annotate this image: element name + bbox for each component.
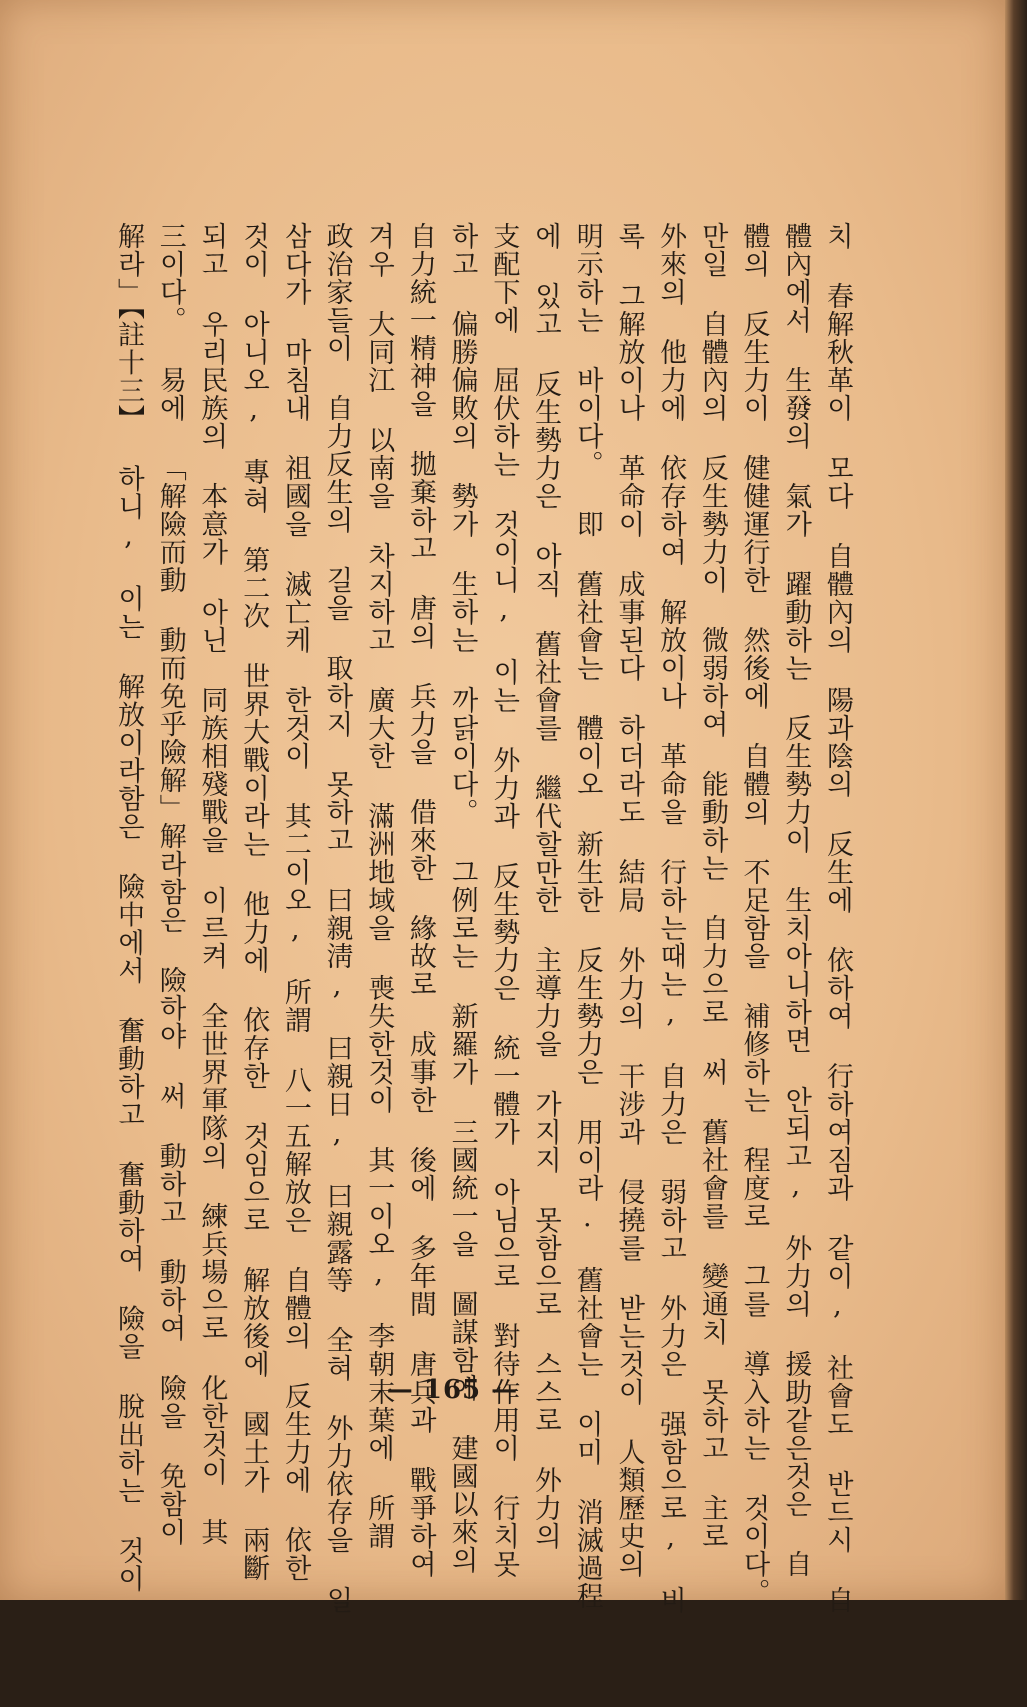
text-column-7: 明示하는 바이다。 即 舊社會는 體이오 新生한 反生勢力은 用이라. 舊社會는 이미 消滅過程	[571, 222, 603, 1610]
text-column-14: 삼다가 마침내 祖國을 滅亡케 한것이 其二이오, 所謂 八一五解放은 自體의 反生力에 依한	[279, 222, 311, 1582]
vertical-text-block	[112, 222, 854, 1707]
text-column-12: 겨우 大同江 以南을 차지하고 廣大한 滿洲地域을 喪失한것이 其一이오, 李朝末葉에 所謂	[363, 222, 395, 1550]
text-column-5: 外來의 他力에 依存하여 解放이나 革命을 行하는때는, 自力은 弱하고 外力은 强함으로, 비	[655, 222, 687, 1614]
text-column-2: 體內에서 生發의 氣가 躍動하는 反生勢力이 生치아니하면 안되고, 外力의 援助같은것은 自	[780, 222, 812, 1578]
text-column-9: 支配下에 屈伏하는 것이니, 이는 外力과 反生勢力은 統一體가 아님으로 對待作用이 行치못	[488, 222, 520, 1578]
text-column-15: 것이 아니오, 專혀 第二次 世界大戰이라는 他力에 依存한 것임으로 解放後에 國土가 兩斷	[238, 222, 270, 1582]
text-column-17: 三이다。 易에 「解險而動 動而免乎險解」解라함은 險하야 써 動하고 動하여 險을 免함이	[154, 222, 186, 1546]
book-spine-edge	[1005, 0, 1027, 1600]
text-column-18: 解라」【註十三】 하니, 이는 解放이라함은 險中에서 奮動하고 奮動하여 險을 脫出하는 것이	[113, 222, 144, 1593]
page-number: — 165 —	[386, 1375, 519, 1405]
text-column-10: 하고 偏勝偏敗의 勢가 生하는 까닭이다。 그例로는 新羅가 三國統一을 圖謀함에 建國以來의	[446, 222, 478, 1574]
text-column-4: 만일 自體內의 反生勢力이 微弱하여 能動하는 自力으로 써 舊社會를 變通치 못하고 主로	[696, 222, 728, 1550]
text-column-11: 自力統一精神을 拋棄하고 唐의 兵力을 借來한 緣故로 成事한 後에 多年間 唐兵과 戰爭하여	[404, 222, 436, 1578]
text-column-3: 體의 反生力이 健健運行한 然後에 自體의 不足함을 補修하는 程度로 그를 導入하는 것이다。	[738, 222, 770, 1606]
text-column-16: 되고 우리民族의 本意가 아닌 同族相殘戰을 이르켜 全世界軍隊의 練兵場으로 化한것이 其	[196, 222, 228, 1546]
text-column-1: 치 春解秋革이 모다 自體內의 陽과陰의 反生에 依하여 行하여짐과 같이, 社會도 반드시 自	[821, 222, 853, 1614]
text-column-8: 에 있고 反生勢力은 아직 舊社會를 繼代할만한 主導力을 가지지 못함으로 스스로 外力의	[530, 222, 562, 1550]
text-column-6: 록 그解放이나 革命이 成事된다 하더라도 結局 外力의 干涉과 侵撓를 받는것이 人類歷史의	[613, 222, 645, 1578]
text-column-13: 政治家들이 自力反生의 길을 取하지 못하고 曰親淸, 曰親日, 曰親露等 全혀 外力依存을 일	[321, 222, 353, 1614]
